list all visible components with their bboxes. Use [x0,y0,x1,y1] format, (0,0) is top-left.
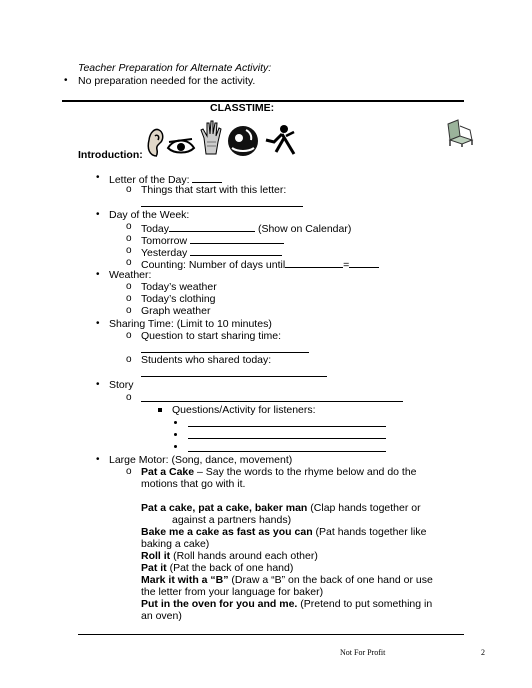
eye-icon [166,136,196,156]
sharing-question: Question to start sharing time: [141,330,282,342]
sub-bullet: o [126,392,132,403]
rhyme-line: Pat a cake, pat a cake, baker man (Clap hands together or [141,502,421,514]
sub-bullet: o [126,466,132,477]
head-icon [226,124,260,158]
rhyme-note: baking a cake) [141,538,210,550]
letter-things: Things that start with this letter: [141,184,287,196]
page-number: 2 [481,648,485,657]
answer-line [188,438,386,439]
patcake-line: Pat a Cake – Say the words to the rhyme below and do the [141,466,417,478]
sharing-students: Students who shared today: [141,354,272,366]
rhyme-note: against a partners hands) [172,514,292,526]
dot-bullet [174,445,177,448]
answer-line [141,206,303,207]
answer-line [141,376,327,377]
intro-label: Introduction: [78,149,143,161]
answer-line [188,451,386,452]
dow-label: Day of the Week: [109,209,190,221]
sub-bullet: o [126,354,132,365]
prep-heading: Teacher Preparation for Alternate Activity: [78,62,272,74]
sub-bullet: o [126,233,132,244]
bullet: • [96,209,100,220]
answer-line [141,401,403,402]
rhyme-line: Roll it (Roll hands around each other) [141,550,318,562]
rhyme-note: the letter from your language for baker) [141,586,324,598]
footer-text: Not For Profit [340,648,386,657]
patcake-desc: motions that go with it. [141,478,246,490]
bullet: • [96,172,100,183]
bullet: • [96,318,100,329]
story-questions: Questions/Activity for listeners: [172,404,316,416]
hand-icon [198,118,224,156]
rhyme-line: Pat it (Pat the back of one hand) [141,562,294,574]
rhyme-line: Mark it with a “B” (Draw a “B” on the back of one hand or use [141,574,433,586]
bullet: • [64,75,68,86]
sub-bullet: o [126,281,132,292]
dow-tomorrow: Tomorrow [141,233,284,247]
bullet: • [96,454,100,465]
motor-label: Large Motor: (Song, dance, movement) [109,454,293,466]
story-label: Story [109,379,134,391]
weather-item: Graph weather [141,305,211,317]
letter-label: Letter of the Day: [109,172,222,186]
chair-icon [444,118,476,148]
ear-icon [143,126,165,158]
bullet: • [96,379,100,390]
weather-label: Weather: [109,269,152,281]
footer-divider [78,634,464,635]
classtime-title: CLASSTIME: [210,102,275,114]
weather-item: Today’s weather [141,281,217,293]
sub-bullet: o [126,257,132,268]
sub-bullet: o [126,184,132,195]
sub-bullet: o [126,293,132,304]
sub-bullet: o [126,330,132,341]
rhyme-note: an oven) [141,610,182,622]
square-bullet [158,408,162,412]
answer-line [141,352,309,353]
sub-bullet: o [126,305,132,316]
sub-bullet: o [126,245,132,256]
rhyme-line: Put in the oven for you and me. (Pretend to put something in [141,598,433,610]
prep-note: No preparation needed for the activity. [78,75,256,87]
bullet: • [96,269,100,280]
weather-item: Today’s clothing [141,293,216,305]
rhyme-line: Bake me a cake as fast as you can (Pat hands together like [141,526,427,538]
movement-icon [262,122,298,158]
dow-today: Today (Show on Calendar) [141,223,352,235]
answer-line [188,426,386,427]
dot-bullet [174,421,177,424]
dot-bullet [174,433,177,436]
sub-bullet: o [126,221,132,232]
sharing-label: Sharing Time: (Limit to 10 minutes) [109,318,272,330]
dow-yesterday: Yesterday [141,245,282,259]
dow-counting: Counting: Number of days until = [141,257,379,271]
